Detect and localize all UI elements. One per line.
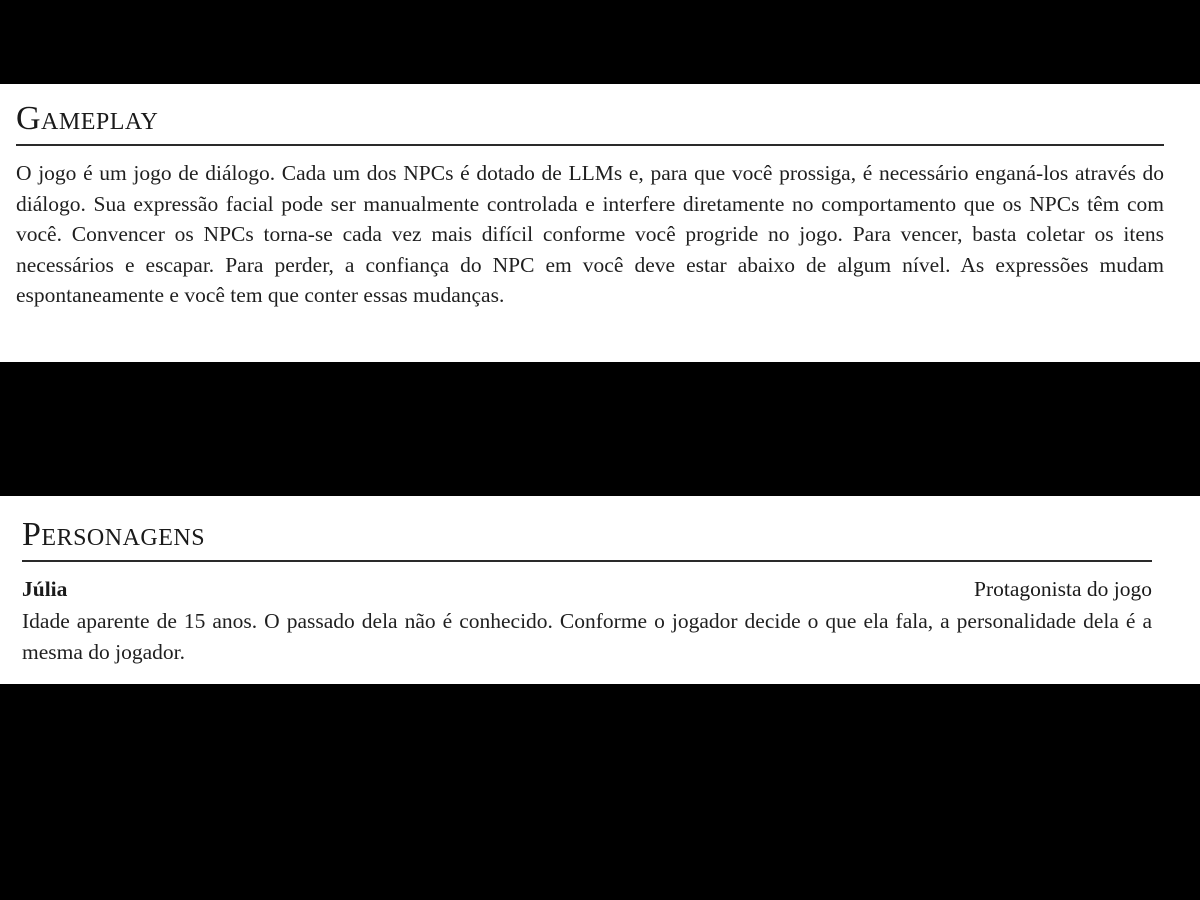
- gameplay-section: [0, 84, 1200, 362]
- personagens-section: [0, 496, 1200, 684]
- character-description: Idade aparente de 15 anos. O passado dela não é conhecido. Conforme o jogador decide o que ela fala, a personalidade dela é a mesma do jogador.: [22, 609, 1152, 664]
- character-entry: [22, 574, 1152, 668]
- section-divider: [16, 144, 1164, 146]
- character-name: Júlia: [22, 577, 68, 601]
- personagens-heading: Personagens: [22, 516, 206, 553]
- gameplay-paragraph: O jogo é um jogo de diálogo. Cada um dos NPCs é dotado de LLMs e, para que você prossiga, é necessário enganá-los através do diálogo. Sua expressão facial pode ser manualmente controlada e interfere diretamente no comportamento que os NPCs têm com você. Convencer os NPCs torna-se cada vez mais difícil conforme você progride no jogo. Para vencer, basta coletar os itens necessários e escapar. Para perder, a confiança do NPC em você deve estar abaixo de algum nível. As expressões mudam espontaneamente e você tem que conter essas mudanças.: [16, 161, 1164, 307]
- character-role: Protagonista do jogo: [974, 577, 1152, 601]
- character-header: [22, 574, 1152, 604]
- section-divider: [22, 560, 1152, 562]
- gameplay-heading: Gameplay: [16, 100, 159, 137]
